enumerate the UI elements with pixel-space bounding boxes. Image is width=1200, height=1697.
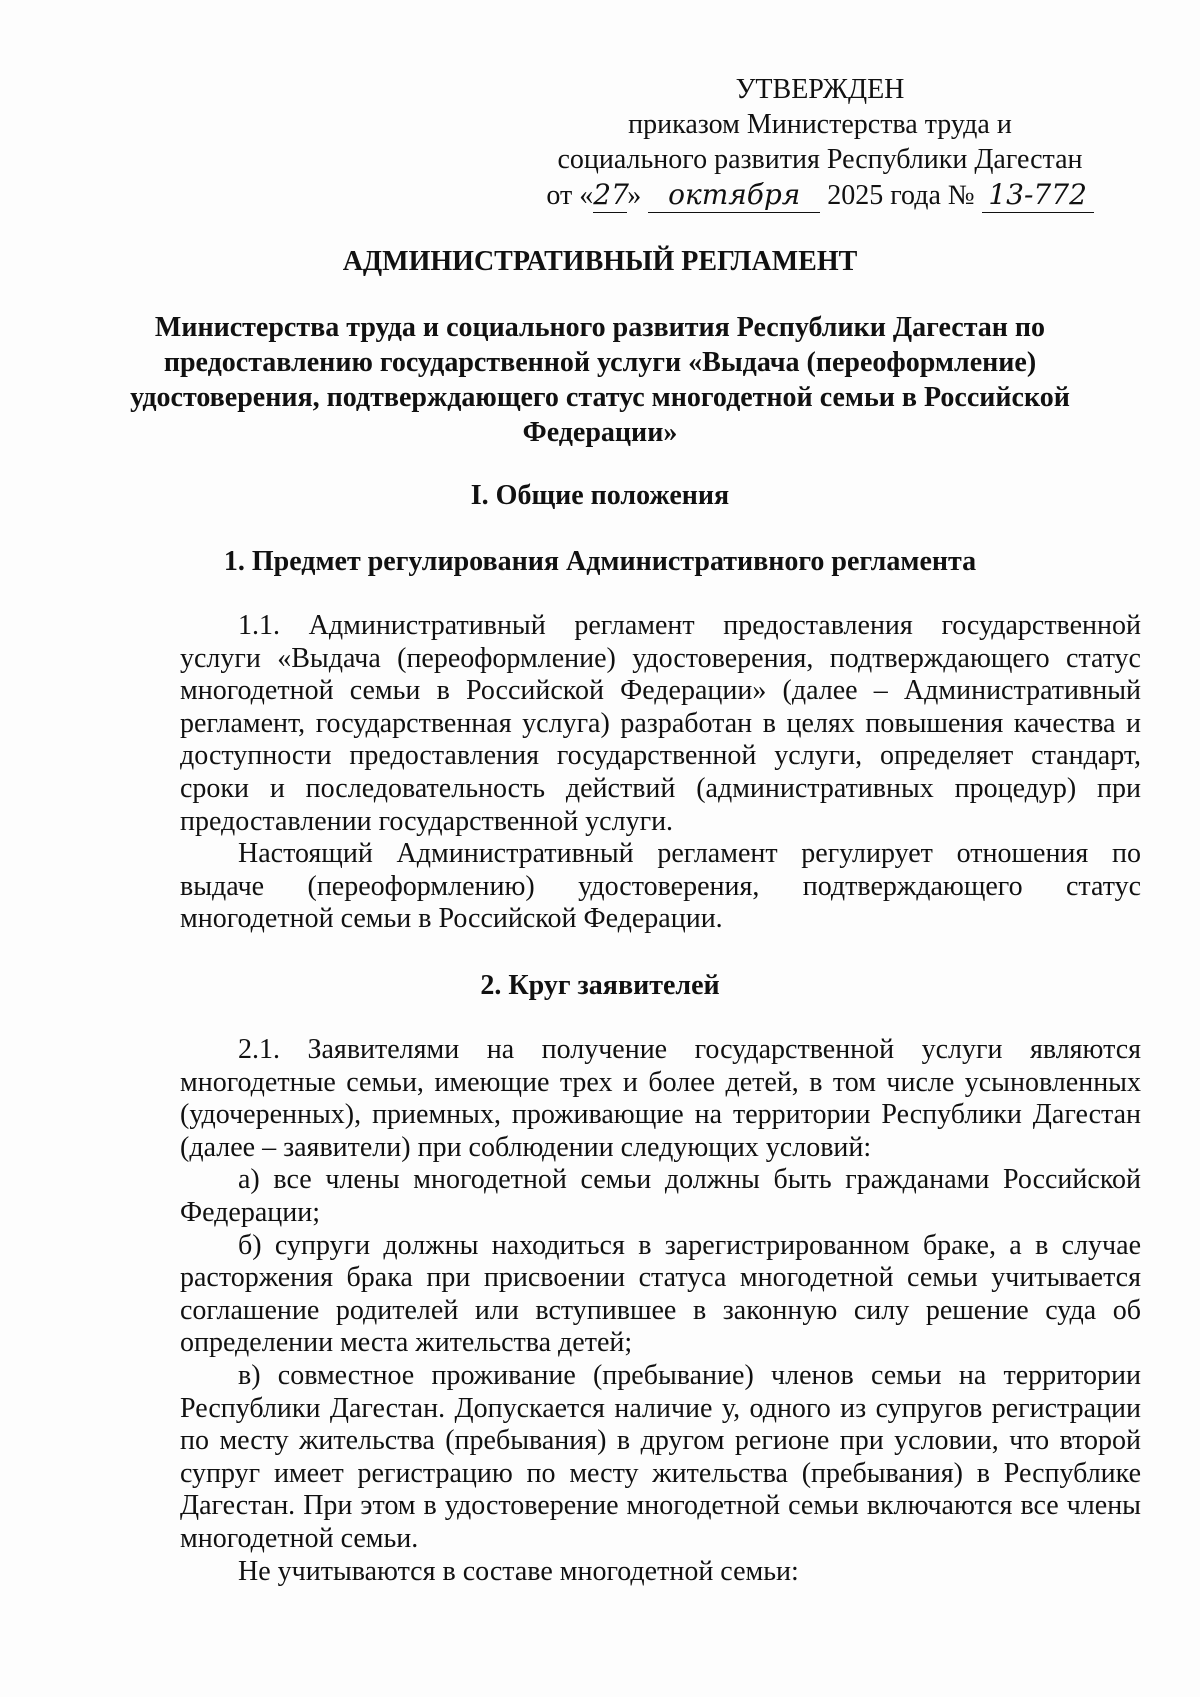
paragraph-condition-a: а) все члены многодетной семьи должны быть гражданами Российской Федерации;: [180, 1164, 1141, 1228]
handwritten-order-number: 13-772: [982, 177, 1094, 213]
document-title: АДМИНИСТРАТИВНЫЙ РЕГЛАМЕНТ: [342, 246, 858, 277]
order-line: приказом Министерства труда и: [628, 109, 1012, 140]
paragraph-2-1: 2.1. Заявителями на получение государственной услуги являются многодетные семьи, имеющие трех и более детей, в том числе усыновленных (удочеренных), приемных, проживающие на территории Республики Дагестан (далее – заявители) при соблюдении следующих условий:: [180, 1034, 1141, 1163]
date-prefix: от «: [546, 180, 594, 211]
year-text: 2025 года №: [820, 180, 982, 211]
paragraph-condition-c: в) совместное проживание (пребывание) членов семьи на территории Республики Дагестан. Допускается наличие у, одного из супругов регистрации по месту жительства (пребывания) в другом регионе при условии, что второй супруг имеет регистрацию по месту жительства (пребывания) в Республике Дагестан. При этом в удостоверение многодетной семьи включаются все члены многодетной семьи.: [180, 1359, 1141, 1554]
paragraph-1-1: 1.1. Административный регламент предоставления государственной услуги «Выдача (переоформление) удостоверения, подтверждающего статус многодетной семьи в Российской Федерации» (далее – Административный регламент, государственная услуга) разработан в целях повышения качества и доступности предоставления государственной услуги, определяет стандарт, сроки и последовательность действий (административных процедур) при предоставлении государственной услуги.: [180, 610, 1141, 837]
date-mid: »: [627, 180, 649, 211]
approved-label: УТВЕРЖДЕН: [735, 74, 905, 105]
order-date-line: [520, 177, 1120, 213]
handwritten-day: 27: [593, 178, 629, 211]
ministry-line: социального развития Республики Дагестан: [557, 144, 1083, 175]
applicants-body: [180, 1034, 1141, 1588]
handwritten-month: октября: [648, 177, 820, 213]
section-heading-general: I. Общие положения: [470, 480, 730, 511]
paragraph-condition-b: б) супруги должны находиться в зарегистрированном браке, а в случае расторжения брака при присвоении статуса многодетной семьи учитывается соглашение родителей или вступившее в законную силу решение суда об определении места жительства детей;: [180, 1229, 1141, 1359]
paragraph-regulates: Настоящий Административный регламент регулирует отношения по выдаче (переоформлению) удостоверения, подтверждающего статус многодетной семьи в Российской Федерации.: [180, 838, 1141, 935]
approval-stamp: [520, 72, 1120, 213]
subject-body: [180, 610, 1141, 936]
paragraph-not-counted: Не учитываются в составе многодетной семьи:: [238, 1555, 799, 1587]
document-subtitle: Министерства труда и социального развития Республики Дагестан по предоставлению государственной услуги «Выдача (переоформление) удостоверения, подтверждающего статус многодетной семьи в Российской Федерации»: [130, 312, 1070, 448]
subsection-heading-subject: 1. Предмет регулирования Административного регламента: [223, 546, 977, 577]
subsection-heading-applicants: 2. Круг заявителей: [480, 970, 720, 1001]
